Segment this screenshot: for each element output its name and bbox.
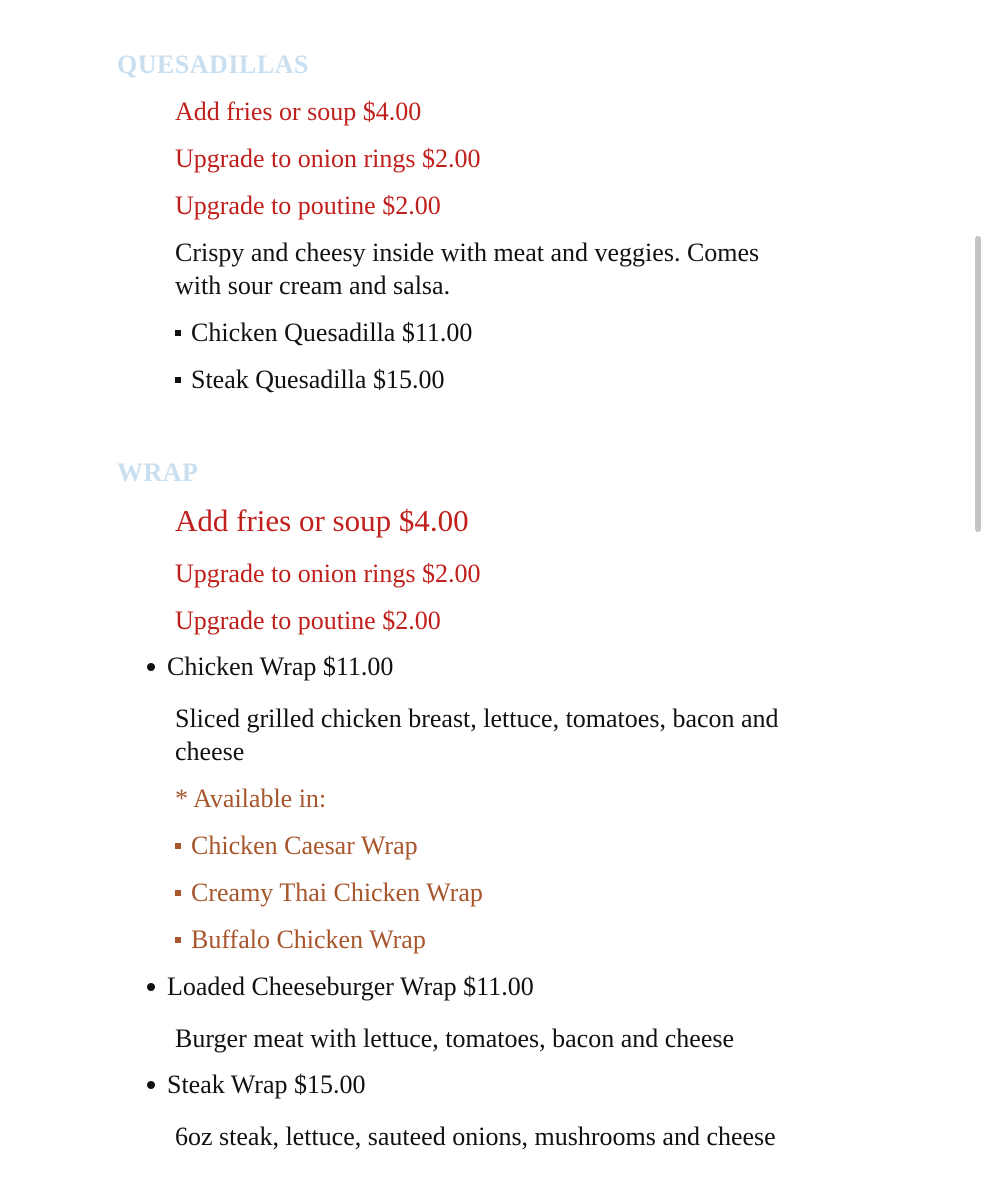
square-bullet-icon (175, 377, 181, 383)
menu-item-chicken-quesadilla: Chicken Quesadilla $11.00 (191, 318, 473, 347)
variant-chicken-caesar-wrap: Chicken Caesar Wrap (191, 831, 418, 860)
quesadillas-description-line1: Crispy and cheesy inside with meat and veggies. Comes (175, 238, 760, 267)
quesadillas-description-line2: with sour cream and salsa. (175, 271, 451, 300)
list-item (147, 1068, 366, 1102)
wrap-addon-fries-soup: Add fries or soup $4.00 (175, 503, 469, 538)
chicken-wrap-available-label: * Available in: (175, 784, 327, 813)
variant-buffalo-chicken-wrap: Buffalo Chicken Wrap (191, 925, 426, 954)
steak-wrap-description: 6oz steak, lettuce, sauteed onions, mushrooms and cheese (175, 1122, 776, 1151)
list-item (147, 970, 534, 1004)
square-bullet-icon (175, 843, 181, 849)
variant-creamy-thai-chicken-wrap: Creamy Thai Chicken Wrap (191, 878, 483, 907)
menu-item-steak-wrap: Steak Wrap $15.00 (167, 1070, 366, 1099)
bullet-icon (147, 983, 155, 991)
wrap-addon-poutine: Upgrade to poutine $2.00 (175, 606, 441, 635)
section-heading-quesadillas: QUESADILLAS (117, 50, 309, 79)
bullet-icon (147, 1081, 155, 1089)
vertical-scrollbar[interactable] (975, 236, 981, 532)
square-bullet-icon (175, 937, 181, 943)
list-item (175, 829, 418, 863)
quesadillas-addon-onion-rings: Upgrade to onion rings $2.00 (175, 144, 481, 173)
quesadillas-addon-fries-soup: Add fries or soup $4.00 (175, 97, 422, 126)
section-heading-wrap: WRAP (117, 458, 199, 487)
wrap-addon-onion-rings: Upgrade to onion rings $2.00 (175, 559, 481, 588)
square-bullet-icon (175, 890, 181, 896)
chicken-wrap-description-line1: Sliced grilled chicken breast, lettuce, tomatoes, bacon and (175, 704, 779, 733)
square-bullet-icon (175, 330, 181, 336)
quesadillas-addon-poutine: Upgrade to poutine $2.00 (175, 191, 441, 220)
list-item (175, 876, 483, 910)
list-item (147, 650, 393, 684)
list-item (175, 363, 444, 397)
menu-item-chicken-wrap: Chicken Wrap $11.00 (167, 652, 394, 681)
list-item (175, 316, 472, 350)
bullet-icon (147, 663, 155, 671)
menu-item-loaded-cheeseburger-wrap: Loaded Cheeseburger Wrap $11.00 (167, 972, 534, 1001)
cheeseburger-wrap-description: Burger meat with lettuce, tomatoes, bacon and cheese (175, 1024, 735, 1053)
chicken-wrap-description-line2: cheese (175, 737, 245, 766)
menu-item-steak-quesadilla: Steak Quesadilla $15.00 (191, 365, 445, 394)
list-item (175, 923, 426, 957)
